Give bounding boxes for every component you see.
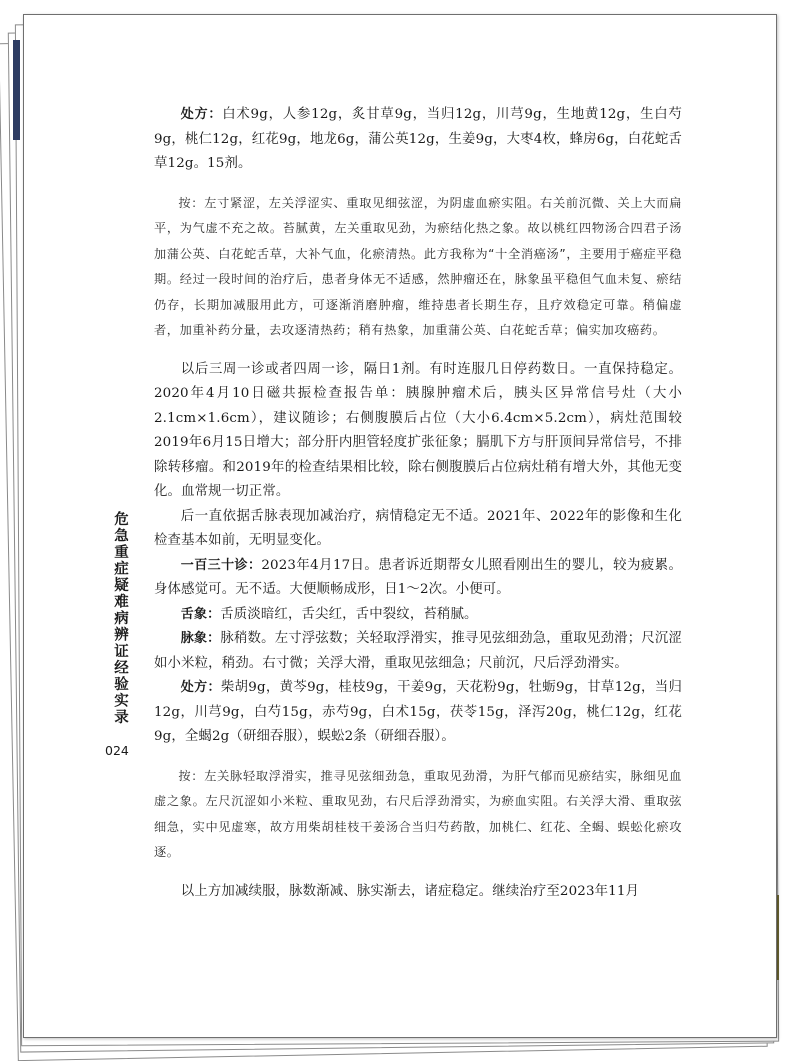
para-text: 柴胡9g，黄芩9g，桂枝9g，干姜9g，天花粉9g，牡蛎9g，甘草12g，当归12g，川芎9g，白芍15g，赤芍9g，白术15g，茯苓15g，泽泻20g，桃仁12g，红花9g，全蝎2g（研细吞服），蜈蚣2条（研细吞服）。: [154, 680, 682, 744]
para-label: 处方：: [180, 107, 223, 122]
para-text: 舌质淡暗红，舌尖红，舌中裂纹，苔稍腻。: [220, 606, 478, 622]
page-number: 024: [105, 743, 129, 758]
para-text: 脉稍数。左寸浮弦数；关轻取浮滑实，推寻见弦细劲急，重取见劲滑；尺沉涩如小米粒，稍劲。右寸微；关浮大滑，重取见弦细急；尺前沉，尺后浮劲滑实。: [154, 631, 682, 671]
prescription-paragraph: [154, 103, 682, 177]
para-label: 一百三十诊：: [180, 557, 262, 573]
pulse-paragraph: [154, 627, 682, 676]
running-title: 危急重症疑难病辨证经验实录: [112, 511, 128, 726]
para-text: 白术9g，人参12g，炙甘草9g，当归12g，川芎9g，生地黄12g，生白芍9g，桃仁12g，红花9g，地龙6g，蒲公英12g，生姜9g，大枣4枚，蜂房6g，白花蛇舌草12g。15剂。: [154, 107, 682, 171]
body-paragraph: 后一直依据舌脉表现加减治疗，病情稳定无不适。2021年、2022年的影像和生化检查基本如前，无明显变化。: [154, 508, 682, 548]
para-label: 舌象：: [180, 606, 221, 622]
visit-paragraph: [154, 554, 682, 603]
body-paragraph: 以后三周一诊或者四周一诊，隔日1剂。有时连服几日停药数日。一直保持稳定。2020年4月10日磁共振检查报告单：胰腺肿瘤术后，胰头区异常信号灶（大小2.1cm×1.6cm），建议随诊；右侧腹膜后占位（大小6.4cm×5.2cm），病灶范围较2019年6月15日增大；部分肝内胆管轻度扩张征象；膈肌下方与肝顶间异常信号，不排除转移瘤。和2019年的检查结果相比较，除右侧腹膜后占位病灶稍有增大外，其他无变化。血常规一切正常。: [154, 361, 682, 499]
para-label: 脉象：: [180, 631, 221, 646]
page-body: [154, 103, 682, 906]
cover-edge: [13, 40, 20, 140]
commentary-note: 按：左关脉轻取浮滑实，推寻见弦细劲急，重取见劲滑，为肝气郁而见瘀结实，脉细见血虚之象。左尺沉涩如小米粒、重取见劲，右尺后浮劲滑实，为瘀血实阻。右关浮大滑、重取弦细急，实中见虚寒，故方用柴胡桂枝干姜汤合当归芍药散，加桃仁、红花、全蝎、蜈蚣化瘀攻逐。: [154, 768, 682, 859]
commentary-note: 按：左寸紧涩，左关浮涩实、重取见细弦涩，为阴虚血瘀实阻。右关前沉微、关上大而扁平，为气虚不充之故。苔腻黄，左关重取见劲，为瘀结化热之象。故以桃红四物汤合四君子汤加蒲公英、白花蛇舌草，大补气血，化瘀清热。此方我称为“十全消癌汤”，主要用于癌症平稳期。经过一段时间的治疗后，患者身体无不适感，然肿瘤还在，脉象虽平稳但气血未复、瘀结仍存，长期加减服用此方，可逐渐消磨肿瘤，维持患者长期生存，且疗效稳定可靠。稍偏虚者，加重补药分量，去攻逐清热药；稍有热象，加重蒲公英、白花蛇舌草；偏实加攻癌药。: [154, 195, 682, 337]
prescription-paragraph: [154, 676, 682, 750]
body-paragraph: 以上方加减续服，脉数渐减、脉实渐去，诸症稳定。继续治疗至2023年11月: [180, 883, 640, 899]
para-label: 处方：: [180, 680, 221, 695]
para-text: 2023年4月17日。患者诉近期帮女儿照看刚出生的婴儿，较为疲累。身体感觉可。无不适。大便顺畅成形，日1～2次。小便可。: [154, 557, 682, 597]
tongue-paragraph: [154, 603, 682, 628]
book-page: [23, 14, 777, 1038]
